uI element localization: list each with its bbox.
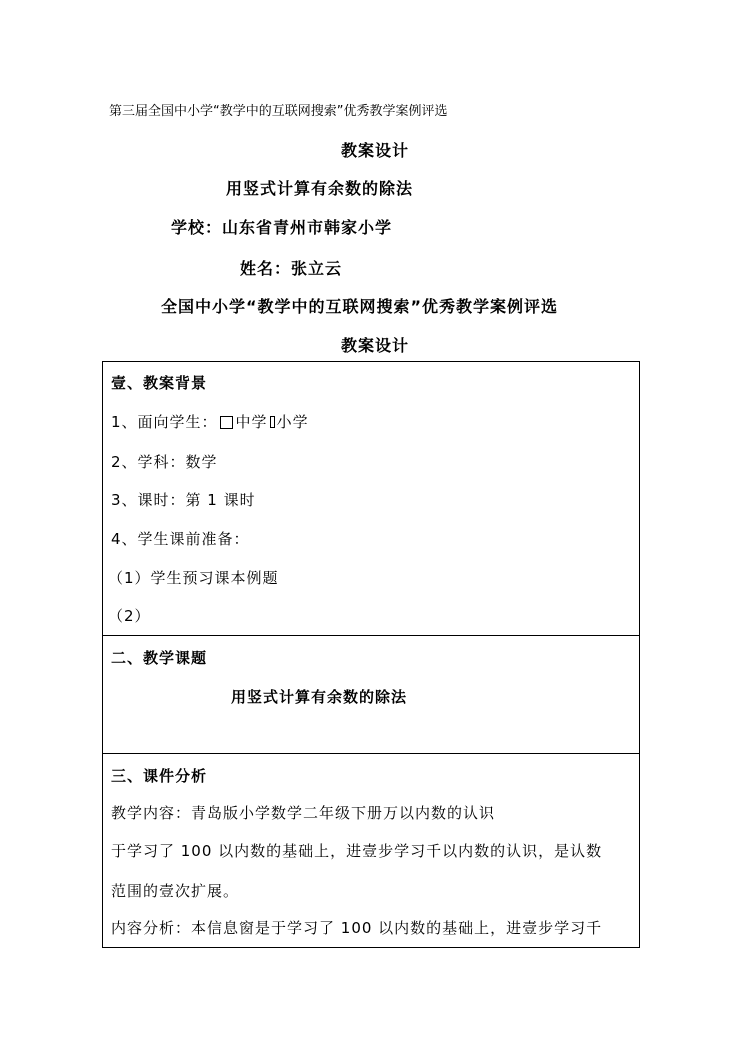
class-hours-row: 3、课时：第 1 课时 xyxy=(111,491,256,509)
preparation-row: 4、学生课前准备： xyxy=(111,530,250,548)
section-heading: 三、课件分析 xyxy=(111,767,208,785)
student-level-row xyxy=(111,411,309,432)
lesson-table xyxy=(102,361,640,948)
primary-school-label: 小学 xyxy=(276,413,309,431)
doc-competition-title: 全国中小学“教学中的互联网搜索”优秀教学案例评选 xyxy=(161,297,559,316)
preparation-item-2: （2） xyxy=(108,607,151,625)
content-line: 于学习了 100 以内数的基础上，进壹步学习千以内数的认识，是认数 xyxy=(111,842,603,860)
subject-row: 2、学科：数学 xyxy=(111,453,218,471)
section-background xyxy=(103,362,639,636)
section-topic xyxy=(103,636,639,754)
topic-text: 用竖式计算有余数的除法 xyxy=(231,688,408,706)
middle-school-label: 中学 xyxy=(235,413,268,431)
doc-school: 学校：山东省青州市韩家小学 xyxy=(171,218,393,237)
page-header: 第三届全国中小学“教学中的互联网搜索”优秀教学案例评选 xyxy=(109,104,448,119)
content-line: 内容分析：本信息窗是于学习了 100 以内数的基础上，进壹步学习千 xyxy=(111,919,603,937)
section-heading: 二、教学课题 xyxy=(111,649,208,667)
content-line: 教学内容：青岛版小学数学二年级下册万以内数的认识 xyxy=(111,804,496,822)
preparation-item-1: （1）学生预习课本例题 xyxy=(108,569,279,587)
doc-title-lesson-design: 教案设计 xyxy=(341,141,410,160)
section-courseware-analysis xyxy=(103,754,639,949)
doc-subtitle-lesson-design: 教案设计 xyxy=(341,336,410,355)
student-level-label: 1、面向学生： xyxy=(111,413,218,431)
primary-school-checkbox[interactable] xyxy=(270,416,275,428)
content-line: 范围的壹次扩展。 xyxy=(111,882,240,900)
doc-author: 姓名：张立云 xyxy=(240,259,343,278)
section-heading: 壹、教案背景 xyxy=(111,374,208,392)
doc-title-topic: 用竖式计算有余数的除法 xyxy=(226,179,414,198)
middle-school-checkbox[interactable] xyxy=(220,416,233,429)
